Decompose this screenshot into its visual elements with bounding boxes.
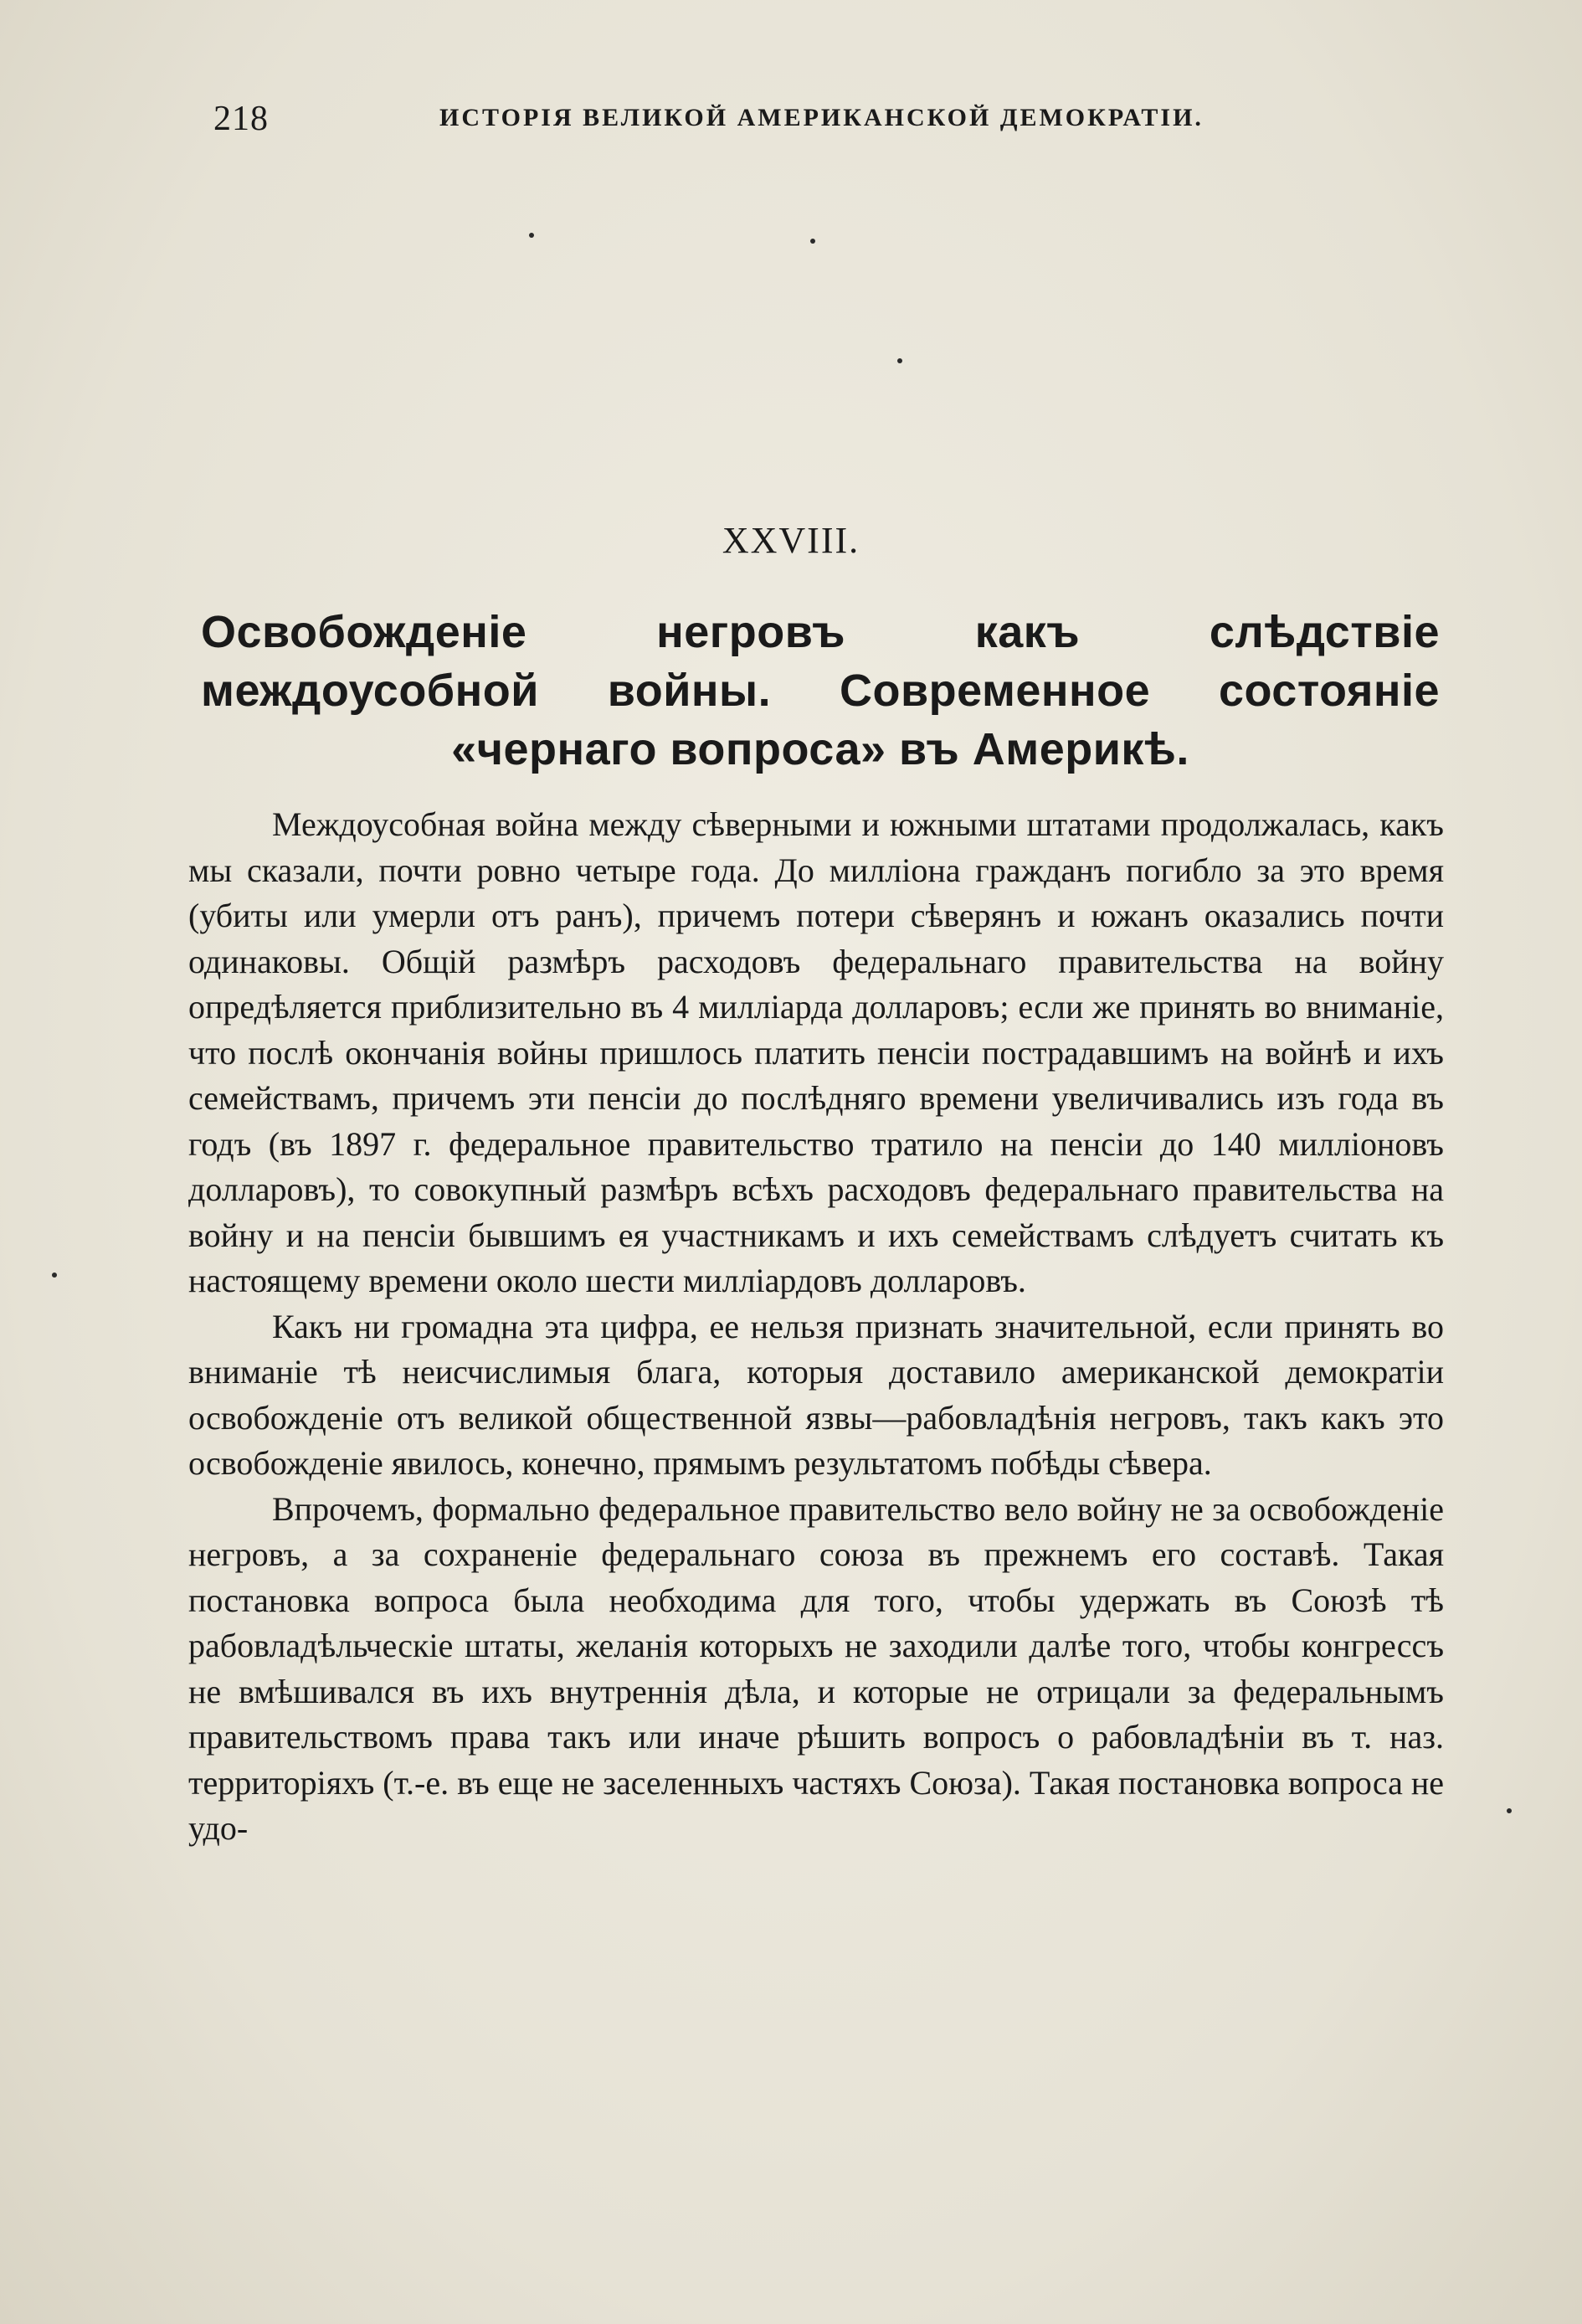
paragraph-3: Впрочемъ, формально федеральное правительство вело войну не за освобожденіе негровъ, а за сохраненіе федеральнаго союза въ прежнемъ его составѣ. Такая постановка вопроса была необходима для того, чтобы удержать въ Союзѣ тѣ рабовладѣльческіе штаты, желанія которыхъ не заходили далѣе того, чтобы конгрессъ не вмѣшивался въ ихъ внутреннія дѣла, и которые не отрицали за федеральнымъ правительствомъ права такъ или иначе рѣшить вопросъ о рабовладѣніи въ т. наз. территоріяхъ (т.-е. въ еще не заселенныхъ частяхъ Союза). Такая постановка вопроса не удо- [188, 1489, 1444, 1847]
print-speck [1507, 1808, 1512, 1813]
running-title: ИСТОРІЯ ВЕЛИКОЙ АМЕРИКАНСКОЙ ДЕМОКРАТІИ. [439, 104, 1204, 131]
page-number: 218 [213, 100, 269, 138]
paragraph-2: Какъ ни громадна эта цифра, ее нельзя признать значительной, если принять во вниманіе тѣ неисчислимыя блага, которыя доставило американской демократіи освобожденіе отъ великой общественной язвы—рабовладѣнія негровъ, такъ какъ это освобожденіе явилось, конечно, прямымъ результатомъ побѣды сѣвера. [188, 1307, 1444, 1482]
paragraph-1: Междоусобная война между сѣверными и южными штатами продолжалась, какъ мы сказали, почти ровно четыре года. До милліона гражданъ погибло за это время (убиты или умерли отъ ранъ), причемъ потери сѣверянъ и южанъ оказались почти одинаковы. Общій размѣръ расходовъ федеральнаго правительства на войну опредѣляется приблизительно въ 4 милліарда долларовъ; если же принять во вниманіе, что послѣ окончанія войны пришлось платить пенсіи пострадавшимъ на войнѣ и ихъ семействамъ, причемъ эти пенсіи до послѣдняго времени увеличивались изъ года въ годъ (въ 1897 г. федеральное правительство тратило на пенсіи до 140 милліоновъ долларовъ), то совокупный размѣръ всѣхъ расходовъ федеральнаго правительства на войну и на пенсіи бывшимъ ея участникамъ и ихъ семействамъ слѣдуетъ считать къ настоящему времени около шести милліардовъ долларовъ. [188, 805, 1444, 1299]
print-speck [529, 233, 534, 238]
print-speck [52, 1273, 57, 1278]
print-speck [897, 358, 902, 363]
chapter-number: XXVIII. [722, 520, 860, 561]
chapter-title: Освобожденіе негровъ какъ слѣдствіе междоусобной войны. Современное состояніе «чернаго вопроса» въ Америкѣ. [201, 607, 1440, 774]
print-speck [810, 239, 815, 244]
body-text [188, 802, 1444, 1852]
running-head [213, 99, 1318, 149]
